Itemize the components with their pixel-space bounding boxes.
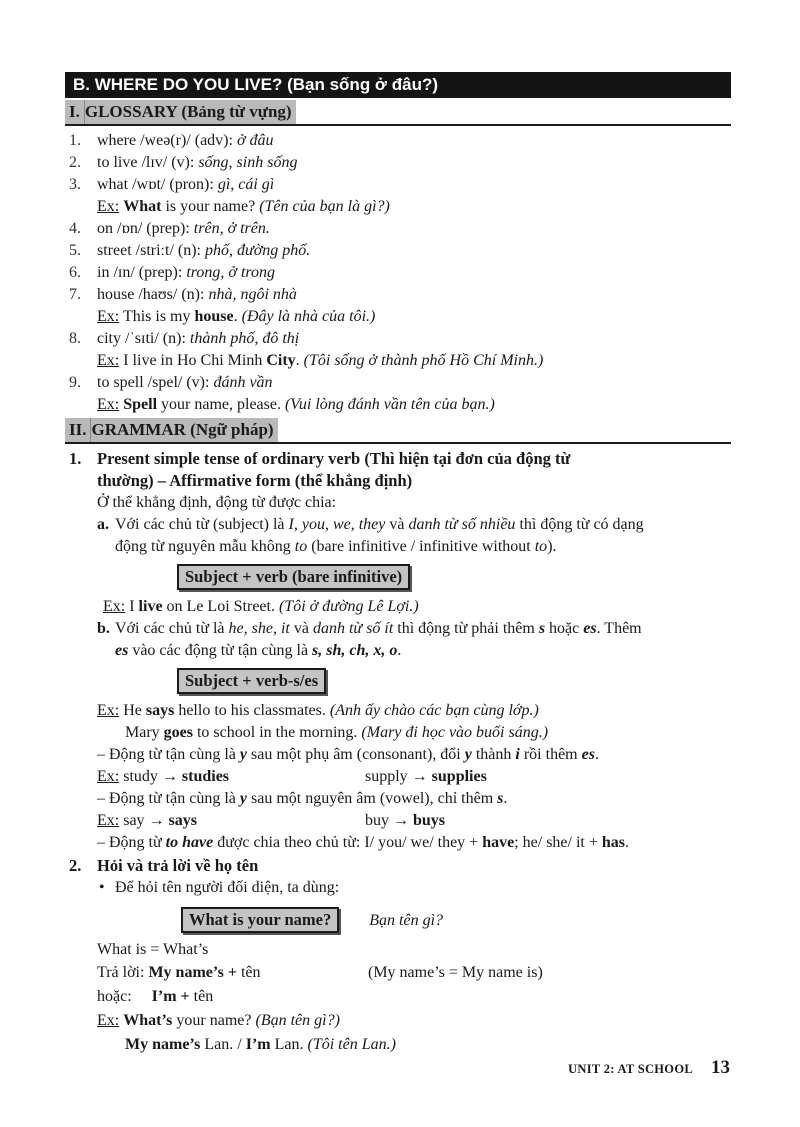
bullet-icon: •: [99, 879, 105, 896]
unit-label: UNIT 2: AT SCHOOL: [568, 1062, 693, 1076]
glossary-item: 7. house /haʊs/ (n): nhà, ngôi nhà: [69, 286, 297, 303]
example-line: Mary goes to school in the morning. (Mary đi học vào buổi sáng.): [125, 724, 549, 741]
glossary-item: 1. where /weə(r)/ (adv): ở đâu: [69, 132, 274, 149]
glossary-example: Ex: Spell your name, please. (Vui lòng đánh vần tên của bạn.): [97, 396, 495, 413]
example-line: Ex: study → studies supply → supplies: [97, 768, 487, 785]
arrow-icon: →: [411, 768, 428, 785]
rule-line: – Động từ tận cùng là y sau một nguyên âm (vowel), chỉ thêm s.: [97, 790, 508, 807]
formula-box: Subject + verb (bare infinitive): [177, 564, 410, 590]
glossary-example: Ex: I live in Ho Chi Minh City. (Tôi sống ở thành phố Hồ Chí Minh.): [97, 352, 544, 369]
rule-a: a. Với các chủ từ (subject) là I, you, we, they và danh từ số nhiều thì động từ có dạng động từ nguyên mẫu không to (bare infinitive / infinitive without to).: [97, 516, 644, 555]
arrow-icon: →: [148, 812, 165, 829]
grammar-title: GRAMMAR: [91, 420, 186, 439]
grammar-subtitle: (Ngữ pháp): [190, 420, 274, 439]
glossary-item: 4. on /ɒn/ (prep): trên, ở trên.: [69, 220, 270, 237]
glossary-example: Ex: What is your name? (Tên của bạn là gì?): [97, 198, 390, 215]
glossary-item: 5. street /striːt/ (n): phố, đường phố.: [69, 242, 311, 259]
grammar-point-2-title: 2. Hỏi và trả lời về họ tên: [69, 856, 259, 875]
glossary-item: 9. to spell /spel/ (v): đánh vần: [69, 374, 273, 391]
grammar-roman: II.: [65, 418, 91, 442]
glossary-subtitle: (Bảng từ vựng): [181, 102, 292, 121]
page-content: [65, 72, 731, 1056]
formula-box: Subject + verb-s/es: [177, 668, 326, 694]
section-b-title: B. WHERE DO YOU LIVE? (Bạn sống ở đâu?): [65, 72, 731, 98]
rule-line: – Động từ to have được chia theo chủ từ: I/ you/ we/ they + have; he/ she/ it + has.: [97, 834, 630, 851]
grammar-intro: Ở thể khẳng định, động từ được chia:: [97, 494, 337, 511]
answer-line: Trả lời: My name’s + tên (My name’s = My name is): [97, 964, 543, 981]
arrow-icon: →: [393, 812, 409, 829]
formula-translation: Bạn tên gì?: [369, 912, 444, 929]
glossary-example: Ex: This is my house. (Đây là nhà của tôi.): [97, 308, 376, 325]
glossary-item: 6. in /ɪn/ (prep): trong, ở trong: [69, 264, 276, 281]
glossary-item: 3. what /wɒt/ (pron): gì, cái gì: [69, 176, 275, 193]
example-line: Ex: What’s your name? (Bạn tên gì?): [97, 1012, 340, 1029]
glossary-item: 2. to live /lɪv/ (v): sống, sinh sống: [69, 154, 298, 171]
glossary-roman: I.: [65, 100, 85, 124]
grammar-heading: [65, 418, 731, 444]
example-line: Ex: He says hello to his classmates. (Anh ấy chào các bạn cùng lớp.): [97, 702, 539, 719]
rule-b: b. Với các chủ từ là he, she, it và danh từ số ít thì động từ phải thêm s hoặc es. Thêm es vào các động từ tận cùng là s, sh, ch, x, o.: [97, 620, 642, 659]
glossary-title: GLOSSARY: [84, 102, 178, 121]
grammar-point-1-title: 1. Present simple tense of ordinary verb (Thì hiện tại đơn của động từ thường) – Affirmative form (thể khẳng định): [69, 449, 571, 490]
bullet-item: • Để hỏi tên người đối diện, ta dùng:: [65, 877, 731, 899]
note-line: What is = What’s: [97, 941, 209, 958]
glossary-item: 8. city /ˈsɪti/ (n): thành phố, đô thị: [69, 330, 300, 347]
example-line: Ex: I live on Le Loi Street. (Tôi ở đường Lê Lợi.): [103, 598, 419, 615]
rule-line: – Động từ tận cùng là y sau một phụ âm (consonant), đổi y thành i rồi thêm es.: [97, 746, 599, 763]
example-line: Ex: say → says buy → buys: [97, 812, 446, 829]
page-footer: [568, 1057, 730, 1080]
answer-alt-line: hoặc: I’m + tên: [97, 988, 214, 1005]
page-number: 13: [711, 1057, 730, 1078]
formula-box: What is your name?: [181, 907, 339, 933]
example-line: My name’s Lan. / I’m Lan. (Tôi tên Lan.): [125, 1036, 396, 1053]
arrow-icon: →: [161, 768, 178, 785]
glossary-heading: [65, 100, 731, 126]
